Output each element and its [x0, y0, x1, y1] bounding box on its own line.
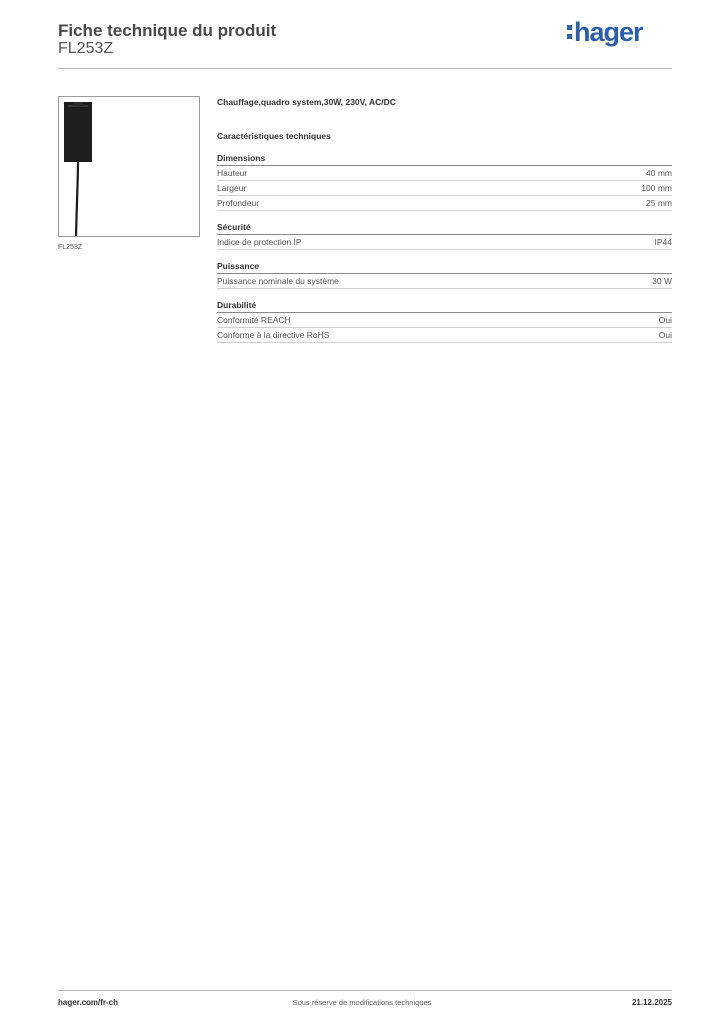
header-divider — [58, 68, 672, 69]
specs-heading: Caractéristiques techniques — [217, 131, 331, 141]
spec-value: Oui — [658, 315, 672, 325]
spec-content — [217, 96, 672, 343]
spec-label: Hauteur — [217, 168, 248, 178]
product-image — [58, 96, 200, 237]
heater-icon — [59, 97, 199, 236]
logo-text: hager — [574, 17, 643, 47]
spec-label: Puissance nominale du système — [217, 276, 339, 286]
spec-value: 25 mm — [646, 198, 672, 208]
hager-logo[interactable] — [567, 14, 643, 50]
image-caption: FL253Z — [58, 244, 83, 251]
spec-group-title: Dimensions — [217, 152, 672, 166]
spec-label: Profondeur — [217, 198, 260, 208]
footer-date: 21.12.2025 — [631, 998, 672, 1007]
logo-dots-icon — [567, 25, 572, 39]
spec-group-title: Puissance — [217, 260, 672, 274]
spec-row — [217, 274, 672, 289]
spec-value: IP44 — [654, 237, 672, 247]
footer-website-link[interactable]: hager.com/fr-ch — [58, 998, 119, 1007]
footer-divider — [58, 990, 672, 991]
page-title: Fiche technique du produit — [58, 21, 277, 40]
spec-group-title: Sécurité — [217, 221, 672, 235]
spec-row — [217, 313, 672, 328]
spec-group-durabilite — [217, 299, 672, 343]
spec-group-dimensions — [217, 152, 672, 211]
spec-group-securite — [217, 221, 672, 250]
spec-row — [217, 166, 672, 181]
spec-value: 40 mm — [646, 168, 672, 178]
footer-disclaimer: Sous réserve de modifications techniques — [292, 998, 432, 1007]
spec-value: 30 W — [652, 276, 672, 286]
spec-value: Oui — [658, 330, 672, 340]
spec-row — [217, 196, 672, 211]
spec-value: 100 mm — [641, 183, 672, 193]
spec-row — [217, 181, 672, 196]
product-code: FL253Z — [58, 40, 114, 57]
spec-label: Indice de protection IP — [217, 237, 302, 247]
spec-label: Conforme à la directive RoHS — [217, 330, 330, 340]
spec-label: Largeur — [217, 183, 247, 193]
spec-row — [217, 328, 672, 343]
product-description: Chauffage,quadro system,30W, 230V, AC/DC — [217, 97, 396, 107]
spec-group-puissance — [217, 260, 672, 289]
spec-group-title: Durabilité — [217, 299, 672, 313]
spec-row — [217, 235, 672, 250]
spec-label: Conformité REACH — [217, 315, 291, 325]
